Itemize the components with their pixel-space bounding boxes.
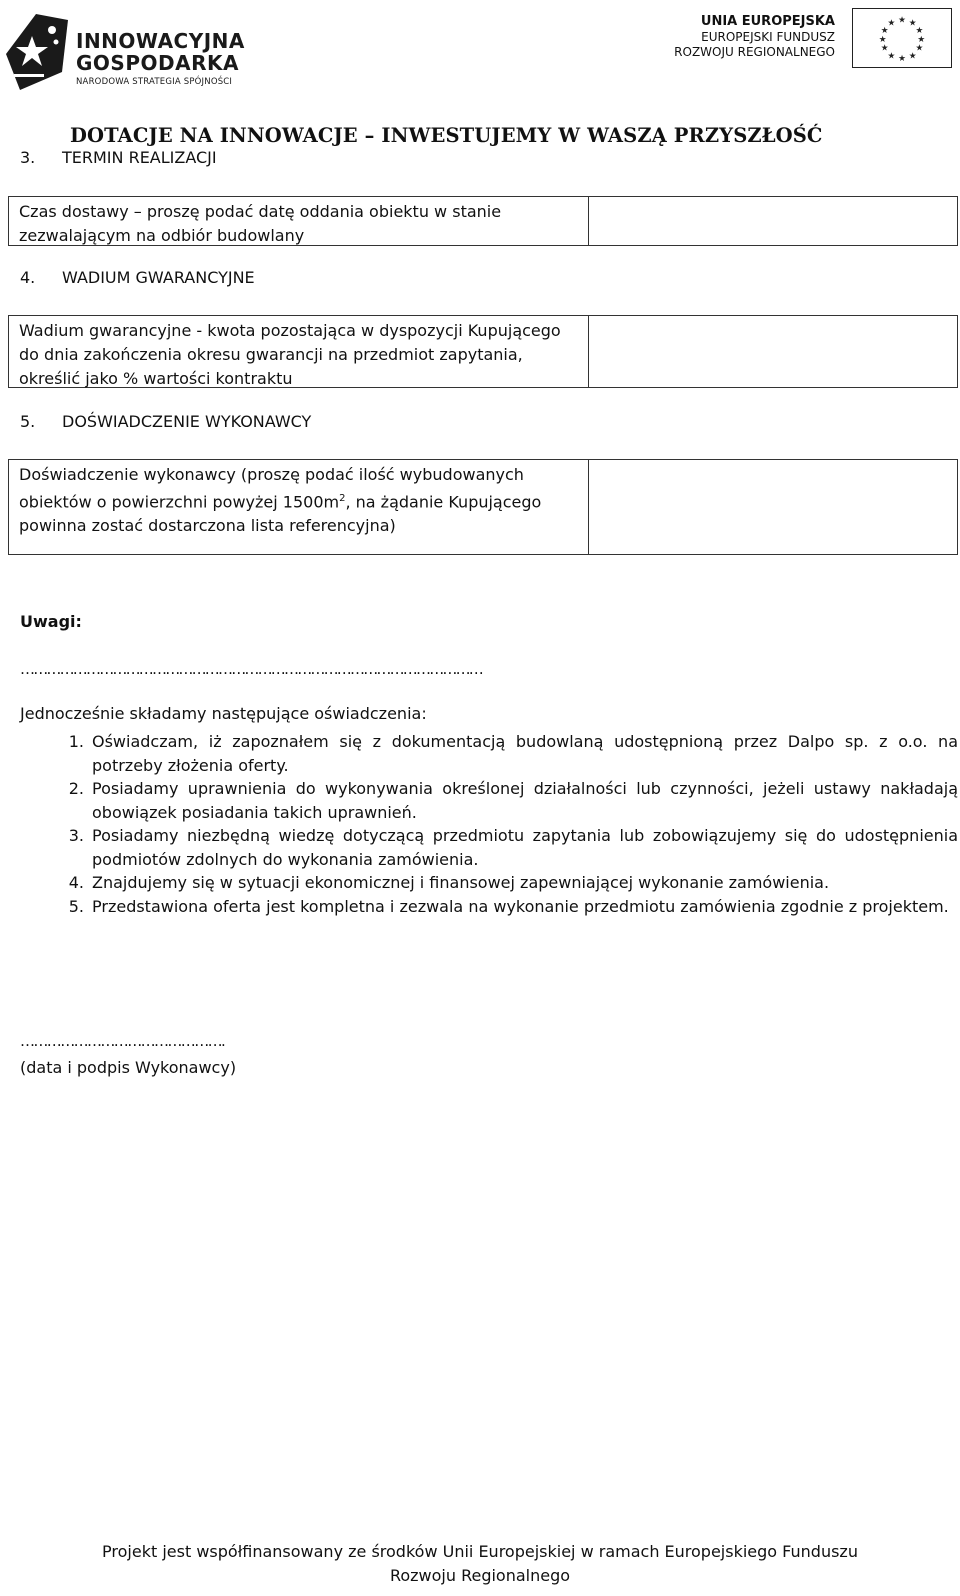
footer-line-2: Rozwoju Regionalnego: [389, 1566, 571, 1585]
svg-text:★: ★: [898, 15, 906, 26]
section-heading-3: [20, 148, 217, 167]
item-text: Oświadczam, iż zapoznałem się z dokumentacją budowlaną udostępnioną przez Dalpo sp. z o.o. na potrzeby złożenia oferty.: [92, 732, 958, 775]
item-text: Znajdujemy się w sytuacji ekonomicznej i finansowej zapewniającej wykonanie zamówienia.: [92, 873, 830, 892]
row-label: Czas dostawy – proszę podać datę oddania obiektu w stanie zezwalającym na odbiór budowlany: [9, 197, 589, 245]
svg-text:★: ★: [898, 54, 906, 65]
delivery-date-field[interactable]: [589, 197, 957, 245]
item-number: 2.: [68, 779, 84, 798]
form-row-experience: [8, 459, 958, 555]
row-label: Wadium gwarancyjne - kwota pozostająca w dyspozycji Kupującego do dnia zakończenia okresu gwarancji na przedmiot zapytania, określić jako % wartości kontraktu: [9, 316, 589, 387]
form-row-delivery-date: [8, 196, 958, 246]
list-item: [20, 824, 958, 871]
logo-line-1: INNOWACYJNA: [76, 29, 245, 53]
eu-logo-line-2: ROZWOJU REGIONALNEGO: [674, 45, 835, 59]
list-item: [20, 871, 958, 895]
section-title: DOŚWIADCZENIE WYKONAWCY: [62, 412, 312, 431]
eu-logo-title: UNIA EUROPEJSKA: [700, 14, 835, 29]
star-map-icon: [6, 14, 68, 90]
item-number: 1.: [68, 732, 84, 751]
section-title: WADIUM GWARANCYJNE: [62, 268, 255, 287]
section-number: 4.: [20, 268, 36, 287]
remarks-label: Uwagi:: [20, 612, 82, 631]
row-label: [9, 460, 589, 554]
svg-text:★: ★: [908, 18, 917, 29]
section-heading-4: [20, 268, 255, 287]
page-title: DOTACJE NA INNOWACJE – INWESTUJEMY W WASZĄ PRZYSZŁOŚĆ: [70, 124, 823, 147]
svg-text:★: ★: [880, 43, 889, 54]
svg-text:★: ★: [878, 34, 887, 45]
logo-line-2: GOSPODARKA: [76, 51, 239, 75]
declarations-intro: Jednocześnie składamy następujące oświadczenia:: [20, 704, 427, 723]
item-text: Przedstawiona oferta jest kompletna i zezwala na wykonanie przedmiotu zamówienia zgodnie z projektem.: [92, 896, 949, 916]
item-number: 4.: [68, 873, 84, 892]
innowacyjna-gospodarka-logo: [6, 10, 256, 90]
footer-line-1: Projekt jest współfinansowany ze środków Unii Europejskiej w ramach Europejskiego Funduszu: [102, 1542, 858, 1561]
svg-text:★: ★: [917, 34, 926, 45]
row-label-text-end: , na żądanie Kupującego powinna zostać dostarczona lista referencyjna): [19, 492, 542, 536]
eu-flag-icon: [852, 8, 952, 68]
section-heading-5: [20, 412, 311, 431]
eu-fund-logo-text: [665, 14, 835, 60]
section-number: 5.: [20, 412, 36, 431]
form-row-wadium: [8, 315, 958, 388]
item-text: Posiadamy niezbędną wiedzę dotyczącą przedmiotu zapytania lub zobowiązujemy się do udostępnienia podmiotów zdolnych do wykonania zamówienia.: [92, 826, 958, 869]
item-text: Posiadamy uprawnienia do wykonywania określonej działalności lub czynności, jeżeli ustawy nakładają obowiązek posiadania takich uprawnień.: [92, 779, 958, 822]
list-item: [20, 777, 958, 824]
logo-subtitle: NARODOWA STRATEGIA SPÓJNOŚCI: [76, 77, 233, 87]
list-item: [20, 895, 958, 919]
svg-text:★: ★: [880, 26, 889, 37]
signature-dotted-line: ……………………………………….: [20, 1032, 225, 1050]
experience-field[interactable]: [589, 460, 957, 554]
eu-logo-line-1: EUROPEJSKI FUNDUSZ: [701, 30, 835, 44]
item-number: 5.: [68, 896, 84, 916]
page-footer: [0, 1540, 960, 1588]
section-title: TERMIN REALIZACJI: [62, 148, 217, 167]
superscript: 2: [339, 493, 346, 504]
svg-text:★: ★: [887, 18, 896, 29]
svg-text:★: ★: [915, 26, 924, 37]
section-number: 3.: [20, 148, 36, 167]
wadium-field[interactable]: [589, 316, 957, 387]
row-label-text: Doświadczenie wykonawcy (proszę podać ilość wybudowanych obiektów o powierzchni powyżej 1500m: [19, 465, 524, 512]
declarations-list: [20, 730, 958, 918]
svg-text:★: ★: [915, 43, 924, 54]
svg-text:★: ★: [908, 51, 917, 62]
remarks-dotted-line: ……………………………………………………………………………………………: [20, 660, 483, 678]
item-number: 3.: [68, 826, 84, 845]
svg-text:★: ★: [887, 51, 896, 62]
signature-label: (data i podpis Wykonawcy): [20, 1058, 237, 1077]
list-item: [20, 730, 958, 777]
